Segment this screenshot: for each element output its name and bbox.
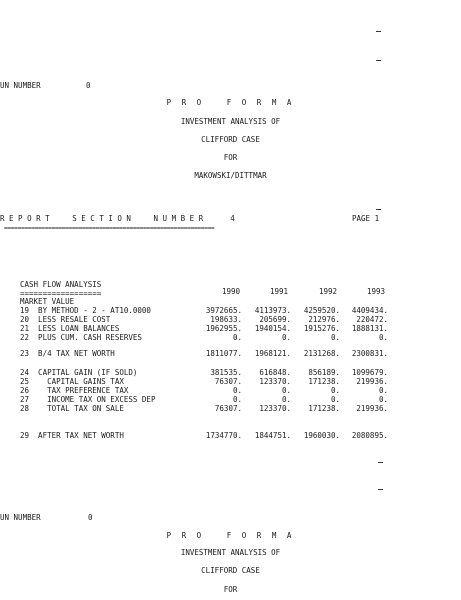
margin-mark <box>378 489 383 490</box>
run-number-value: 0 <box>86 81 91 90</box>
row-value: 0. <box>281 333 291 342</box>
row-value: 0. <box>281 395 291 404</box>
row-value: 171238. <box>308 377 340 386</box>
row-value: 2300831. <box>351 349 388 358</box>
margin-mark <box>378 462 383 463</box>
row-label: 19 BY METHOD - 2 - AT10.0000 <box>20 306 151 315</box>
row-label: 20 LESS RESALE COST <box>20 315 111 324</box>
run-number-label: UN NUMBER <box>0 513 41 522</box>
for-label: FOR <box>223 585 238 594</box>
row-value: 3972665. <box>205 306 242 315</box>
row-value: 123370. <box>259 404 291 413</box>
analysis-title: INVESTMENT ANALYSIS OF <box>180 548 281 557</box>
row-value: 1888131. <box>351 324 388 333</box>
year-header: 1991 <box>269 287 288 296</box>
row-value: 76307. <box>214 404 242 413</box>
run-number-label: UN NUMBER <box>0 81 41 90</box>
row-value: 2131268. <box>303 349 340 358</box>
client-name: MAKOWSKI/DITTMAR <box>194 171 267 180</box>
cashflow-title-rule: ================== <box>20 289 102 298</box>
report-section-heading: R E P O R T S E C T I O N N U M B E R 4 <box>0 214 235 223</box>
row-value: 0. <box>232 386 242 395</box>
row-value: 0. <box>378 333 388 342</box>
year-header: 1992 <box>318 287 337 296</box>
row-value: 123370. <box>259 377 291 386</box>
margin-mark <box>376 60 381 61</box>
year-header: 1993 <box>366 287 385 296</box>
row-value: 0. <box>232 395 242 404</box>
run-number-value: 0 <box>88 513 93 522</box>
row-label: 26 TAX PREFERENCE TAX <box>20 386 129 395</box>
page-number: PAGE 1 <box>352 214 380 223</box>
row-value: 0. <box>330 395 340 404</box>
row-label: 29 AFTER TAX NET WORTH <box>20 431 124 440</box>
row-value: 1811077. <box>205 349 242 358</box>
row-label: 21 LESS LOAN BALANCES <box>20 324 120 333</box>
row-value: 1844751. <box>254 431 291 440</box>
row-value: 0. <box>330 333 340 342</box>
row-value: 616848. <box>259 368 291 377</box>
cashflow-title: CASH FLOW ANALYSIS <box>20 280 102 289</box>
row-label: 24 CAPITAL GAIN (IF SOLD) <box>20 368 138 377</box>
row-value: 1734770. <box>205 431 242 440</box>
row-value: 198633. <box>210 315 242 324</box>
row-value: 219936. <box>356 404 388 413</box>
row-value: 1960030. <box>303 431 340 440</box>
row-value: 1962955. <box>205 324 242 333</box>
margin-mark <box>376 31 381 32</box>
for-label: FOR <box>223 153 238 162</box>
row-value: 0. <box>330 386 340 395</box>
row-value: 1099679. <box>351 368 388 377</box>
row-value: 0. <box>378 386 388 395</box>
row-value: 76307. <box>214 377 242 386</box>
row-value: 205699. <box>259 315 291 324</box>
analysis-title: INVESTMENT ANALYSIS OF <box>180 117 281 126</box>
row-value: 220472. <box>356 315 388 324</box>
pro-forma-heading: P R O F O R M A <box>166 98 295 107</box>
row-value: 1940154. <box>254 324 291 333</box>
row-value: 0. <box>378 395 388 404</box>
row-label: 25 CAPITAL GAINS TAX <box>20 377 124 386</box>
row-value: 1915276. <box>303 324 340 333</box>
year-header: 1990 <box>221 287 240 296</box>
row-value: 381535. <box>210 368 242 377</box>
row-value: 212976. <box>308 315 340 324</box>
row-value: 4113973. <box>254 306 291 315</box>
row-value: 0. <box>281 386 291 395</box>
row-value: 219936. <box>356 377 388 386</box>
property-name: CLIFFORD CASE <box>201 566 260 575</box>
row-label: 22 PLUS CUM. CASH RESERVES <box>20 333 142 342</box>
row-label: 28 TOTAL TAX ON SALE <box>20 404 124 413</box>
row-value: 0. <box>232 333 242 342</box>
row-value: 2080895. <box>351 431 388 440</box>
row-value: 856189. <box>308 368 340 377</box>
row-label: 27 INCOME TAX ON EXCESS DEP <box>20 395 156 404</box>
property-name: CLIFFORD CASE <box>201 135 260 144</box>
row-value: 171238. <box>308 404 340 413</box>
row-value: 1968121. <box>254 349 291 358</box>
row-label: 23 B/4 TAX NET WORTH <box>20 349 115 358</box>
row-value: 4409434. <box>351 306 388 315</box>
pro-forma-heading: P R O F O R M A <box>166 531 295 540</box>
report-underline: ============================================================== <box>4 225 215 232</box>
row-value: 4259520. <box>303 306 340 315</box>
market-value-label: MARKET VALUE <box>20 297 75 306</box>
margin-mark <box>376 209 381 210</box>
